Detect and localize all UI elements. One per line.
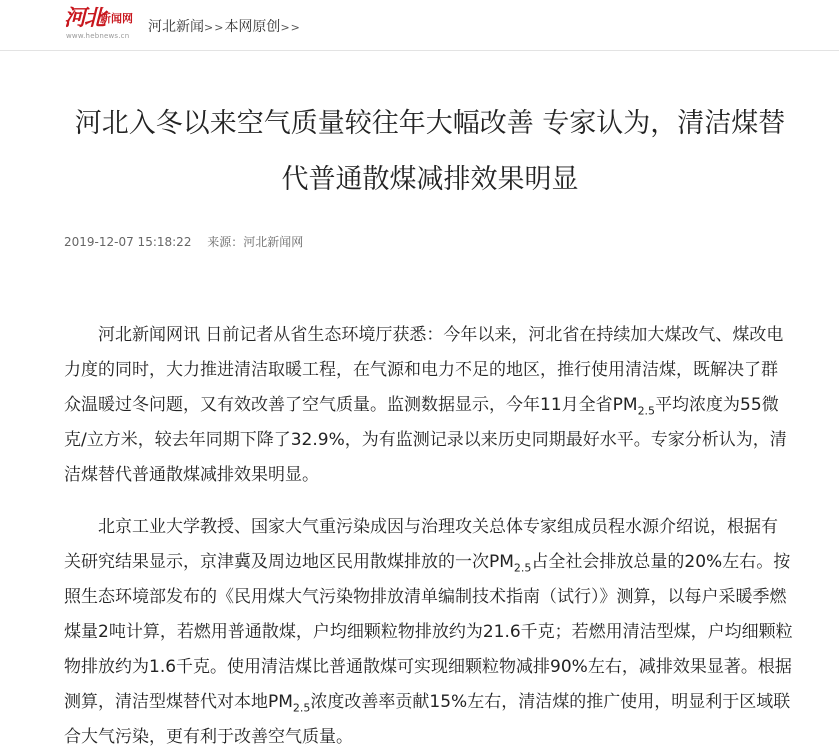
publish-date: 2019-12-07 15:18:22 — [64, 235, 192, 249]
paragraph-text: 平均浓度为55微克/立方米，较去年同期下降了32.9%，为有监测记录以来历史同期最好水平。专家分析认为，清洁煤替代普通散煤减排效果明显。 — [64, 395, 787, 485]
logo-text: 新闻网 — [100, 12, 133, 25]
paragraph-text: 北京工业大学教授、国家大气重污染成因与治理攻关总体专家组成员程水源介绍说，根据有关研究结果显示，京津冀及周边地区民用散煤排放的一次PM — [64, 517, 778, 572]
subscript: 2.5 — [292, 701, 311, 715]
logo-url: www.hebnews.cn — [66, 32, 130, 40]
breadcrumb-separator: >> — [280, 21, 301, 34]
breadcrumb-separator: >> — [204, 21, 225, 34]
breadcrumb-link-original[interactable]: 本网原创 — [224, 19, 281, 35]
paragraph-text: 浓度改善率贡献15%左右，清洁煤的推广使用，明显利于区域联合大气污染，更有利于改善空气质量。 — [64, 692, 791, 747]
source-label: 来源： — [207, 235, 244, 249]
subscript: 2.5 — [637, 404, 656, 418]
paragraph-text: 占全社会排放总量的20%左右。按照生态环境部发布的《民用煤大气污染物排放清单编制技术指南（试行）》测算，以每户采暖季燃煤量2吨计算，若燃用普通散煤，户均细颗粒物排放约为21.6千克；若燃用清洁型煤，户均细颗粒物排放约为1.6千克。使用清洁煤比普通散煤可实现细颗粒物减排90%左右，减排效果显著。根据测算，清洁型煤替代对本地PM — [64, 552, 793, 712]
site-header — [0, 0, 839, 51]
source-name: 河北新闻网 — [243, 235, 304, 249]
logo-mark: 河北 — [64, 5, 105, 31]
breadcrumb — [148, 18, 301, 37]
article-meta — [64, 233, 303, 251]
site-logo[interactable] — [64, 6, 142, 44]
paragraph-1 — [64, 318, 794, 493]
paragraph-text: 河北新闻网讯 日前记者从省生态环境厅获悉：今年以来，河北省在持续加大煤改气、煤改电力度的同时，大力推进清洁取暖工程，在气源和电力不足的地区，推行使用清洁煤，既解决了群众温暖过冬问题，又有效改善了空气质量。监测数据显示，今年11月全省PM — [64, 325, 784, 415]
subscript: 2.5 — [513, 561, 532, 575]
article-title-line-1: 河北入冬以来空气质量较往年大幅改善 专家认为，清洁煤替 — [74, 108, 786, 139]
article-title — [40, 96, 820, 208]
article-body — [64, 318, 794, 755]
article-title-line-2: 代普通散煤减排效果明显 — [281, 164, 579, 195]
breadcrumb-link-hebei-news[interactable]: 河北新闻 — [148, 19, 204, 35]
paragraph-2 — [64, 510, 794, 755]
